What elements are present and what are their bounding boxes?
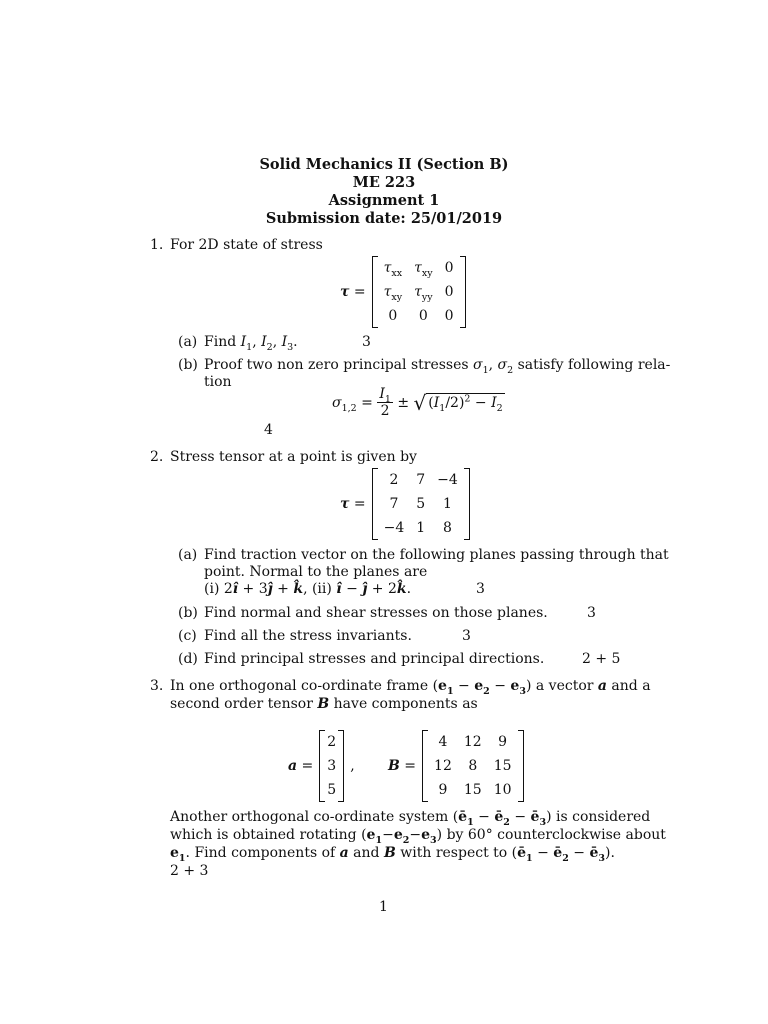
page-number: 1 (379, 899, 388, 915)
q2b-label: (b) (178, 605, 198, 621)
q3-text-line3: Another orthogonal co-ordinate system ($ē_1$ − $ē_2$ − $ē_3$) is considered (170, 809, 651, 828)
q1-number: 1. (150, 237, 164, 253)
q2b-marks: 3 (587, 605, 596, 621)
q1b-marks: 4 (264, 422, 273, 438)
q2a-text-line2: point. Normal to the planes are (204, 564, 428, 580)
q2d-marks: 2 + 5 (582, 651, 621, 667)
q2d-label: (d) (178, 651, 198, 667)
q2a-label: (a) (178, 547, 198, 563)
course-code: ME 223 (352, 174, 416, 191)
q2c-marks: 3 (462, 628, 471, 644)
q2c-text: Find all the stress invariants. (204, 628, 412, 644)
q2b-text: Find normal and shear stresses on those planes. (204, 605, 548, 621)
q3-text-line5: $e_1$. Find components of a and B with respect to ($ē_1$ − $ē_2$ − $ē_3$). (170, 845, 615, 864)
q3-vector-a: a = 2 3 5 , (288, 730, 355, 802)
q3-marks: 2 + 3 (170, 863, 209, 879)
q1b-text-line2: tion (204, 374, 232, 390)
q2-number: 2. (150, 449, 164, 465)
q1-text: For 2D state of stress (170, 237, 323, 253)
q1a-marks: 3 (362, 334, 371, 350)
submission-date: Submission date: 25/01/2019 (265, 210, 503, 227)
q1b-text-line1: Proof two non zero principal stresses $\sigma_1$, $\sigma_2$ satisfy following rela- (204, 357, 671, 376)
q2a-plane-normals: (i) 2î + 3ĵ + k̂, (ii) î − ĵ + 2k̂. (204, 581, 412, 597)
q3-text-line4: which is obtained rotating $(e_1-e_2-e_3)$ by 60° counterclockwise about (170, 827, 666, 846)
q1a-label: (a) (178, 334, 198, 350)
q3-tensor-B: B = 4 12 9 12 8 15 9 15 10 (388, 730, 524, 802)
q1b-label: (b) (178, 357, 198, 373)
q1-stress-matrix: τ = $\tau_{xx}$ $\tau_{xy}$ 0 $\tau_{xy}$ $\tau_{yy}$ 0 0 0 0 (340, 256, 466, 328)
q2-text: Stress tensor at a point is given by (170, 449, 417, 465)
q3-text-line1: In one orthogonal co-ordinate frame $(e_1 - e_2 - e_3)$ a vector a and a (170, 678, 651, 697)
q2a-marks: 3 (476, 581, 485, 597)
q2a-text-line1: Find traction vector on the following planes passing through that (204, 547, 669, 563)
q1a-text: Find $I_1$, $I_2$, $I_3$. (204, 334, 298, 353)
q3-number: 3. (150, 678, 164, 694)
q2-stress-matrix: τ = 2 7 −4 7 5 1 −4 1 8 (340, 468, 470, 540)
course-title: Solid Mechanics II (Section B) (259, 156, 509, 173)
matrix-bracket: $\tau_{xx}$ $\tau_{xy}$ 0 $\tau_{xy}$ $\tau_{yy}$ 0 0 0 0 (372, 256, 466, 328)
q1-principal-stress-equation: $\sigma_{1,2}$ = $\frac{I_1}{2}$ ± √ $(I_1/2)^2 - I_2$ (332, 386, 503, 419)
matrix-bracket: 2 7 −4 7 5 1 −4 1 8 (372, 468, 470, 540)
matrix-bracket: 2 3 5 (319, 730, 344, 802)
q3-text-line2: second order tensor B have components as (170, 696, 478, 712)
assignment-title: Assignment 1 (328, 192, 440, 209)
matrix-bracket: 4 12 9 12 8 15 9 15 10 (422, 730, 523, 802)
q2d-text: Find principal stresses and principal directions. (204, 651, 545, 667)
q2c-label: (c) (178, 628, 197, 644)
